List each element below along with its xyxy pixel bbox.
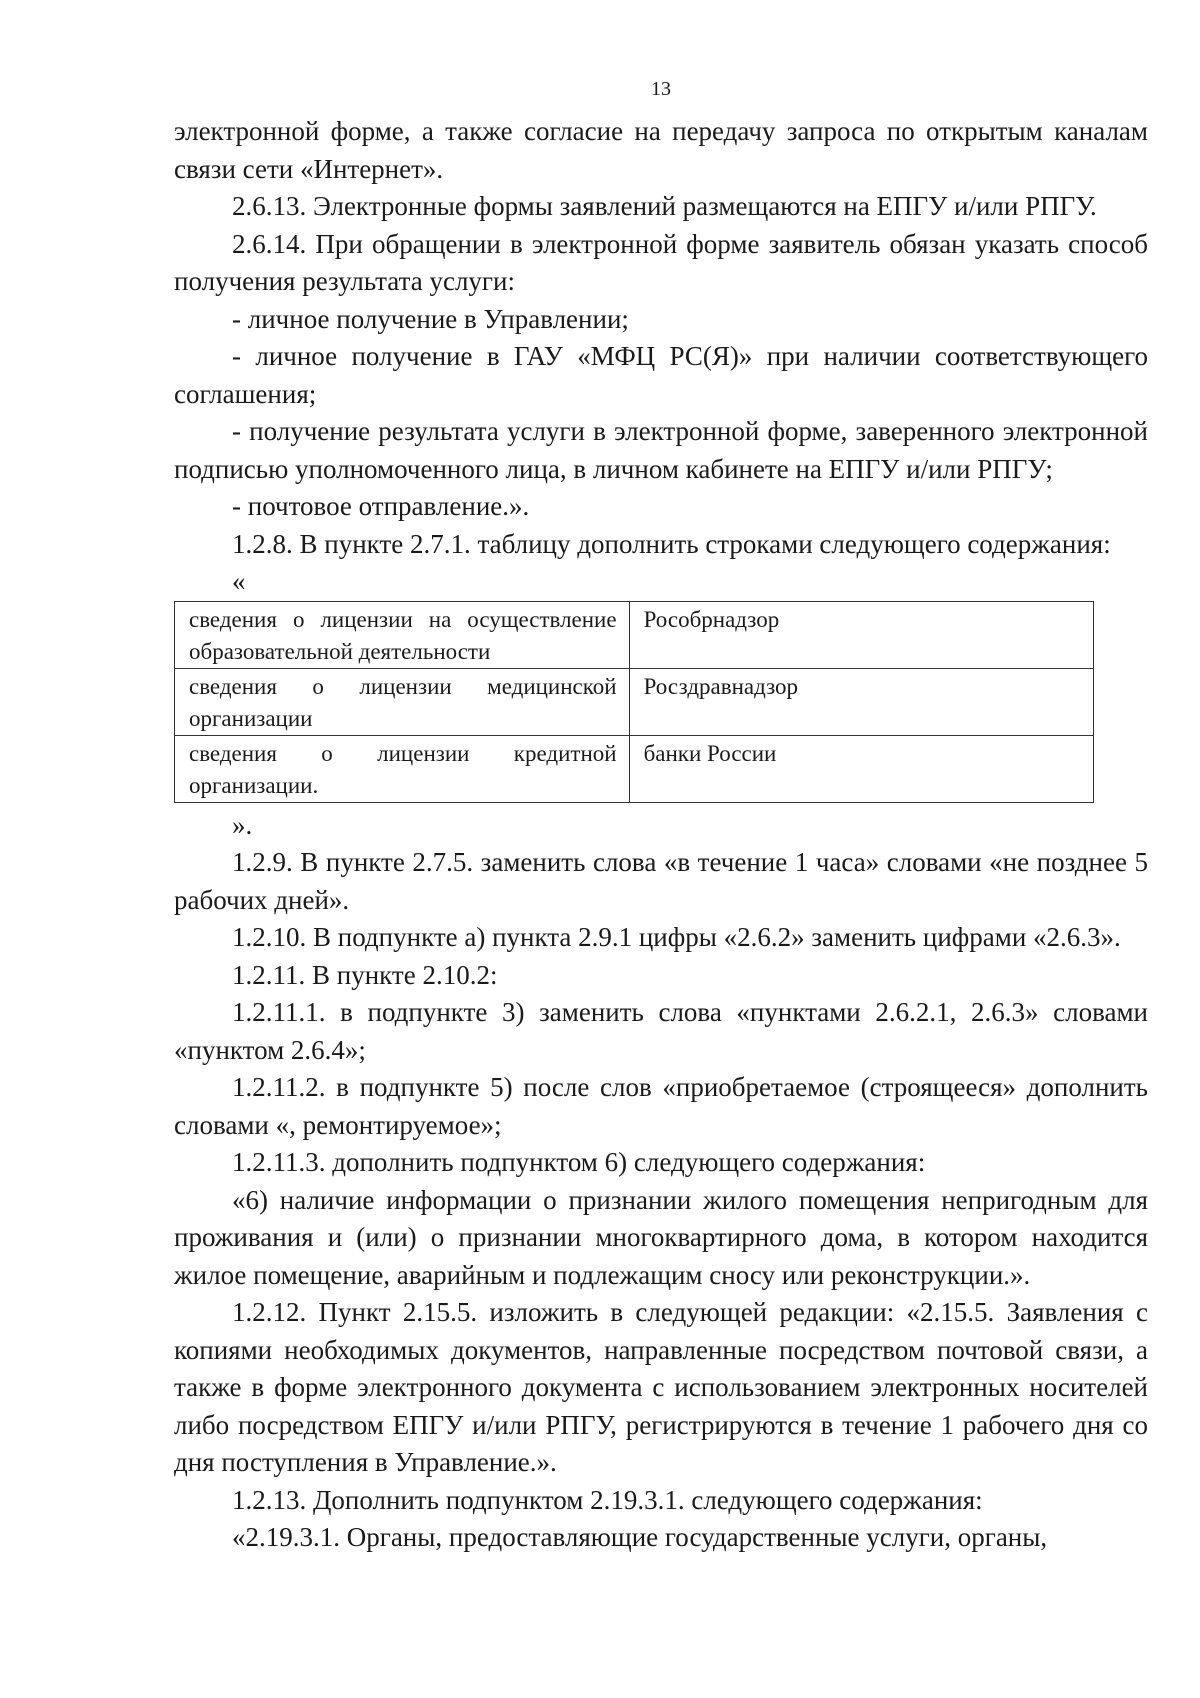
paragraph: - получение результата услуги в электронной форме, заверенного электронной подписью уполномоченного лица, в личном кабинете на ЕПГУ и/или РПГУ; [174, 416, 1148, 484]
table-cell-info: сведения о лицензии на осуществление образовательной деятельности [175, 601, 630, 668]
table-cell-info: сведения о лицензии медицинской организации [175, 668, 630, 735]
paragraph: - личное получение в ГАУ «МФЦ РС(Я)» при наличии соответствующего соглашения; [174, 341, 1148, 409]
paragraph: «6) наличие информации о признании жилого помещения непригодным для проживания и (или) о признании многоквартирного дома, в котором находится жилое помещение, аварийным и подлежащим сносу или реконструкции.». [174, 1184, 1148, 1290]
paragraph: 1.2.12. Пункт 2.15.5. изложить в следующей редакции: «2.15.5. Заявления с копиями необходимых документов, направленные посредством почтовой связи, а также в форме электронного документа с использованием электронных носителей либо посредством ЕПГУ и/или РПГУ, регистрируются в течение 1 рабочего дня со дня поступления в Управление.». [174, 1297, 1148, 1477]
table-cell-authority: Рособрнадзор [629, 601, 1093, 668]
table-row [175, 601, 1094, 668]
paragraph: 1.2.11.2. в подпункте 5) после слов «приобретаемое (строящееся» дополнить словами «, ремонтируемое»; [174, 1072, 1148, 1140]
license-table [174, 601, 1094, 803]
paragraph: 2.6.14. При обращении в электронной форме заявитель обязан указать способ получения результата услуги: [174, 228, 1148, 296]
table-row [175, 735, 1094, 802]
table-cell-authority: банки России [629, 735, 1093, 802]
paragraph: 1.2.11.3. дополнить подпунктом 6) следующего содержания: [232, 1147, 926, 1177]
paragraph: 1.2.13. Дополнить подпунктом 2.19.3.1. следующего содержания: [232, 1484, 983, 1515]
paragraph: 1.2.11. В пункте 2.10.2: [232, 959, 498, 990]
table-close-quote: ». [232, 809, 253, 840]
paragraph: 2.6.13. Электронные формы заявлений размещаются на ЕПГУ и/или РПГУ. [232, 191, 1097, 221]
table-cell-info: сведения о лицензии кредитной организации. [175, 735, 630, 802]
paragraphs-after-table [174, 844, 1148, 1557]
paragraph: - личное получение в Управлении; [232, 303, 629, 334]
table-open-quote: « [232, 566, 246, 596]
document-page [174, 78, 1148, 1557]
paragraph: «2.19.3.1. Органы, предоставляющие государственные услуги, органы, [232, 1522, 1048, 1552]
paragraph: 1.2.9. В пункте 2.7.5. заменить слова «в течение 1 часа» словами «не позднее 5 рабочих дней». [174, 847, 1148, 915]
paragraph: 1.2.10. В подпункте а) пункта 2.9.1 цифры «2.6.2» заменить цифрами «2.6.3». [232, 922, 1121, 952]
paragraph: 1.2.11.1. в подпункте 3) заменить слова «пунктами 2.6.2.1, 2.6.3» словами «пунктом 2.6.4»; [174, 997, 1148, 1065]
paragraph: - почтовое отправление.». [232, 491, 530, 521]
table-row [175, 668, 1094, 735]
paragraphs-before-table [174, 113, 1148, 563]
paragraph: 1.2.8. В пункте 2.7.1. таблицу дополнить строками следующего содержания: [232, 528, 1111, 559]
table-cell-authority: Росздравнадзор [629, 668, 1093, 735]
page-number: 13 [651, 78, 671, 100]
paragraph: электронной форме, а также согласие на передачу запроса по открытым каналам связи сети «Интернет». [174, 116, 1148, 184]
